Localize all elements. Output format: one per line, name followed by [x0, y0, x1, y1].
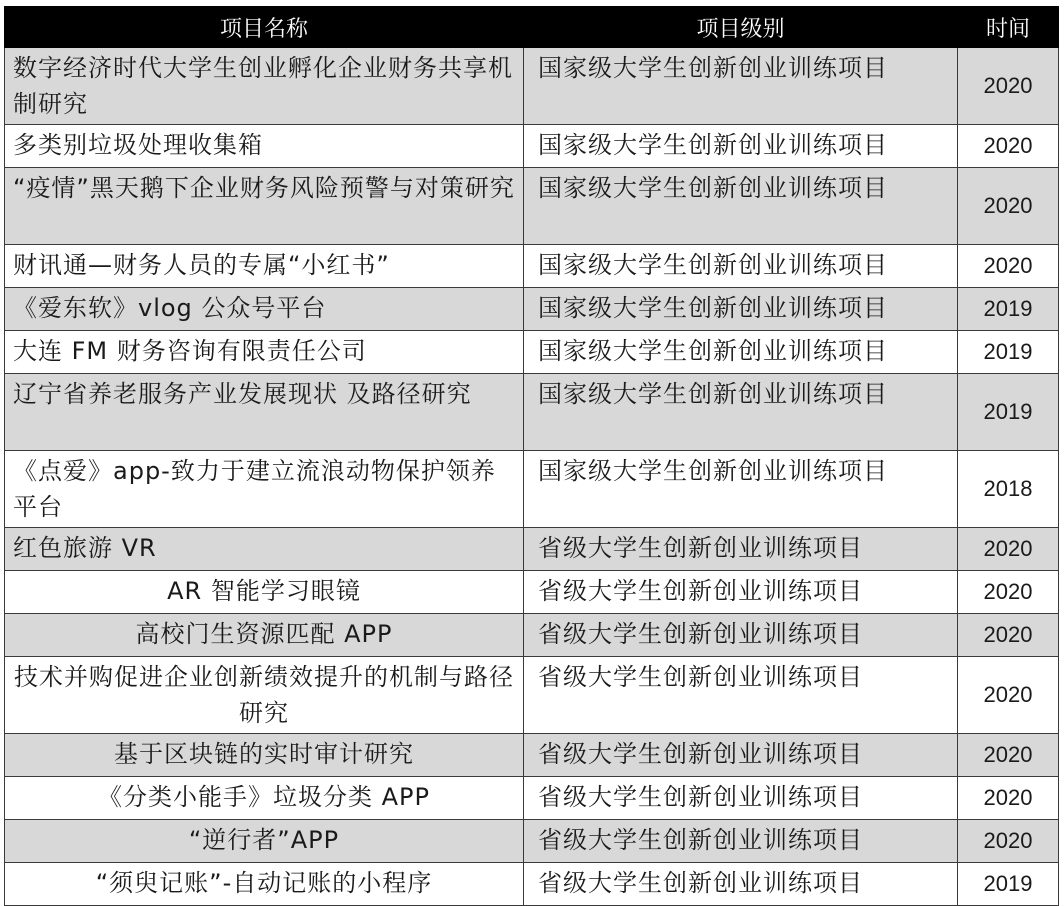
project-level-cell: 省级大学生创新创业训练项目	[524, 777, 958, 820]
table-row	[5, 528, 1059, 571]
project-year-cell: 2020	[958, 657, 1059, 734]
project-level-cell: 国家级大学生创新创业训练项目	[524, 331, 958, 374]
project-name-cell: 《分类小能手》垃圾分类 APP	[5, 777, 524, 820]
header-time: 时间	[958, 7, 1059, 48]
project-level-cell: 国家级大学生创新创业训练项目	[524, 48, 958, 125]
project-year-cell: 2019	[958, 288, 1059, 331]
project-name-cell: AR 智能学习眼镜	[5, 571, 524, 614]
project-name-cell: 大连 FM 财务咨询有限责任公司	[5, 331, 524, 374]
project-name-cell: “疫情”黑天鹅下企业财务风险预警与对策研究	[5, 168, 524, 245]
project-name-cell: 《点爱》app-致力于建立流浪动物保护领养平台	[5, 451, 524, 528]
table-body	[5, 48, 1059, 906]
table-header	[5, 7, 1059, 48]
project-level-cell: 国家级大学生创新创业训练项目	[524, 168, 958, 245]
table-row	[5, 331, 1059, 374]
table-row	[5, 451, 1059, 528]
table-row	[5, 125, 1059, 168]
project-name-cell: 辽宁省养老服务产业发展现状 及路径研究	[5, 374, 524, 451]
project-year-cell: 2019	[958, 863, 1059, 906]
project-year-cell: 2020	[958, 571, 1059, 614]
project-name-cell: 技术并购促进企业创新绩效提升的机制与路径研究	[5, 657, 524, 734]
project-year-cell: 2020	[958, 125, 1059, 168]
project-level-cell: 省级大学生创新创业训练项目	[524, 863, 958, 906]
table-row	[5, 245, 1059, 288]
project-name-cell: 数字经济时代大学生创业孵化企业财务共享机制研究	[5, 48, 524, 125]
table-row	[5, 777, 1059, 820]
table-row	[5, 863, 1059, 906]
project-year-cell: 2020	[958, 614, 1059, 657]
project-year-cell: 2020	[958, 777, 1059, 820]
project-level-cell: 国家级大学生创新创业训练项目	[524, 451, 958, 528]
project-level-cell: 省级大学生创新创业训练项目	[524, 614, 958, 657]
project-level-cell: 国家级大学生创新创业训练项目	[524, 288, 958, 331]
project-level-cell: 省级大学生创新创业训练项目	[524, 571, 958, 614]
project-year-cell: 2020	[958, 245, 1059, 288]
header-project-level: 项目级别	[524, 7, 958, 48]
project-table	[4, 6, 1059, 906]
project-level-cell: 省级大学生创新创业训练项目	[524, 734, 958, 777]
project-name-cell: “逆行者”APP	[5, 820, 524, 863]
header-row	[5, 7, 1059, 48]
table-row	[5, 168, 1059, 245]
project-level-cell: 国家级大学生创新创业训练项目	[524, 245, 958, 288]
table-row	[5, 571, 1059, 614]
project-table-container	[4, 6, 1058, 906]
project-year-cell: 2020	[958, 528, 1059, 571]
project-year-cell: 2018	[958, 451, 1059, 528]
project-name-cell: 红色旅游 VR	[5, 528, 524, 571]
table-row	[5, 288, 1059, 331]
table-row	[5, 374, 1059, 451]
project-level-cell: 国家级大学生创新创业训练项目	[524, 125, 958, 168]
table-row	[5, 734, 1059, 777]
project-name-cell: 财讯通—财务人员的专属“小红书”	[5, 245, 524, 288]
table-row	[5, 614, 1059, 657]
project-year-cell: 2019	[958, 374, 1059, 451]
project-name-cell: 基于区块链的实时审计研究	[5, 734, 524, 777]
project-year-cell: 2019	[958, 331, 1059, 374]
project-name-cell: 多类别垃圾处理收集箱	[5, 125, 524, 168]
table-row	[5, 820, 1059, 863]
project-level-cell: 省级大学生创新创业训练项目	[524, 820, 958, 863]
project-year-cell: 2020	[958, 734, 1059, 777]
project-level-cell: 省级大学生创新创业训练项目	[524, 657, 958, 734]
project-level-cell: 省级大学生创新创业训练项目	[524, 528, 958, 571]
table-row	[5, 657, 1059, 734]
header-project-name: 项目名称	[5, 7, 524, 48]
project-name-cell: 《爱东软》vlog 公众号平台	[5, 288, 524, 331]
project-level-cell: 国家级大学生创新创业训练项目	[524, 374, 958, 451]
project-year-cell: 2020	[958, 820, 1059, 863]
project-year-cell: 2020	[958, 48, 1059, 125]
project-name-cell: “须臾记账”-自动记账的小程序	[5, 863, 524, 906]
table-row	[5, 48, 1059, 125]
project-name-cell: 高校门生资源匹配 APP	[5, 614, 524, 657]
project-year-cell: 2020	[958, 168, 1059, 245]
